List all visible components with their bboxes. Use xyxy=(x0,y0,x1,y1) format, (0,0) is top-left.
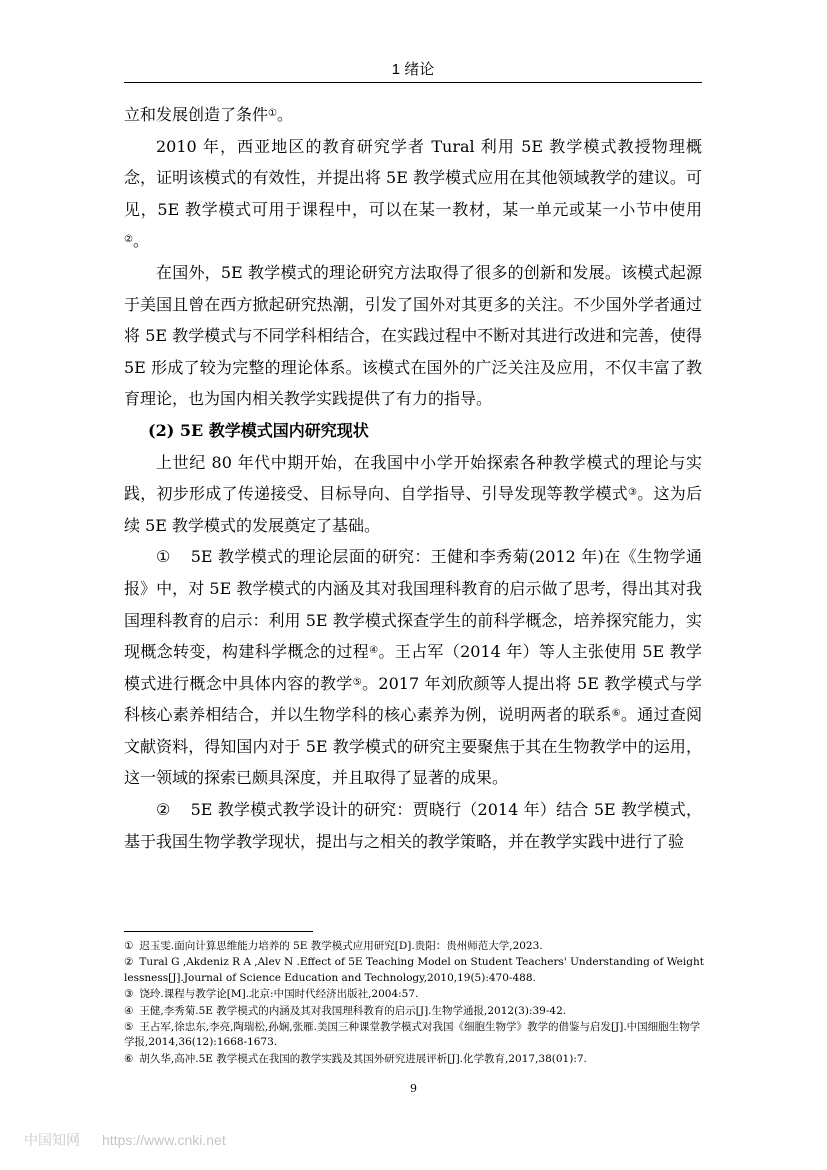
paragraph-text: 在国外，5E 教学模式的理论研究方法取得了很多的创新和发展。该模式起源于美国且曾在西方掀起研究热潮，引发了国外对其更多的关注。不少国外学者通过将 5E 教学模式与不同学科相结合，在实践过程中不断对其进行改进和完善，使得 5E 形成了较为完整的理论体系。该模式在国外的广泛关注及应用，不仅丰富了教育理论，也为国内相关教学实践提供了有力的指导。 xyxy=(124,262,702,409)
page-number: 9 xyxy=(410,1082,417,1095)
footnote-reference[interactable]: ① xyxy=(268,108,277,119)
paragraph-text-tail: 。这为后续 5E 教学模式的发展奠定了基础。 xyxy=(124,484,702,535)
footnote-marker: ⑥ xyxy=(124,1052,134,1065)
footnote-text: Tural G ,Akdeniz R A ,Alev N .Effect of 5E Teaching Model on Student Teachers' Understanding of Weightlessness[J].Journal of Science Education and Technology,2010,19(5):470-488. xyxy=(124,956,704,984)
paragraph-continuation xyxy=(124,99,702,131)
paragraph-text-tail: 。 xyxy=(132,231,149,251)
footnote-marker: ④ xyxy=(124,1004,134,1017)
footnote-text: 王健,李秀菊.5E 教学模式的内涵及其对我国理科教育的启示[J].生物学通报,2012(3):39-42. xyxy=(139,1004,567,1017)
cnki-watermark xyxy=(24,1131,226,1149)
footnote-item xyxy=(124,955,704,986)
footnote-marker: ② xyxy=(124,956,134,969)
footnote-item xyxy=(124,939,704,954)
chapter-title: 1 绪论 xyxy=(391,61,435,78)
footnote-reference[interactable]: ③ xyxy=(627,487,638,499)
paragraph-tural-study xyxy=(124,131,702,257)
paragraph-design-research xyxy=(124,794,702,857)
paragraph-text-segment-1: 5E 教学模式的理论层面的研究：王健和李秀菊(2012 年)在《生物学通报》中，对 5E 教学模式的内涵及其对我国理科教育的启示做了思考，得出其对我国理科教育的启示：利用 5E 教学模式探查学生的前科学概念，培养探究能力，实现概念转变，构建科学概念的过程 xyxy=(124,547,702,662)
footnote-text: 胡久华,高冲.5E 教学模式在我国的教学实践及其国外研究进展评析[J].化学教育,2017,38(01):7. xyxy=(139,1052,587,1065)
footnote-separator xyxy=(124,931,313,932)
footnote-item xyxy=(124,1004,704,1019)
section-title: (2) 5E 教学模式国内研究现状 xyxy=(148,420,369,440)
page-header xyxy=(124,58,702,83)
footnote-item xyxy=(124,1020,704,1051)
paragraph-text-segment-4: 。通过查阅文献资料，得知国内对于 5E 教学模式的研究主要聚焦于其在生物教学中的运用，这一领域的探索已颇具深度，并且取得了显著的成果。 xyxy=(124,705,702,788)
footnote-marker: ③ xyxy=(124,988,134,1001)
paragraph-text: 立和发展创造了条件 xyxy=(124,105,269,124)
watermark-url: https://www.cnki.net xyxy=(102,1132,226,1148)
list-marker: ① xyxy=(156,547,171,567)
footnote-marker: ① xyxy=(124,940,134,952)
paragraph-domestic-background xyxy=(124,447,702,542)
footnotes xyxy=(124,939,704,1068)
footnote-text: 迟玉雯.面向计算思维能力培养的 5E 教学模式应用研究[D].贵阳：贵州师范大学,2023. xyxy=(139,940,543,952)
footnote-text: 王占军,徐忠东,李亮,陶瑞松,孙娴,张雁.美国三种课堂教学模式对我国《细胞生物学》教学的借鉴与启发[J].中国细胞生物学学报,2014,36(12):1668-1673. xyxy=(124,1021,701,1049)
list-marker: ② xyxy=(156,800,171,820)
paragraph-text: 5E 教学模式教学设计的研究：贾晓行（2014 年）结合 5E 教学模式，基于我国生物学教学现状，提出与之相关的教学策略，并在教学实践中进行了验 xyxy=(124,800,702,851)
paragraph-foreign-research xyxy=(124,257,702,415)
footnote-reference[interactable]: ⑤ xyxy=(352,676,363,688)
footnote-reference[interactable]: ④ xyxy=(369,645,379,657)
footnote-text: 饶玲.课程与教学论[M].北京:中国时代经济出版社,2004:57. xyxy=(139,988,419,1001)
footnote-marker: ⑤ xyxy=(124,1021,134,1034)
paragraph-text: 上世纪 80 年代中期开始，在我国中小学开始探索各种教学模式的理论与实践，初步形成了传递接受、目标导向、自学指导、引导发现等教学模式 xyxy=(124,452,702,504)
paragraph-text-segment-2: 。王占军（2014 年）等人主张使用 5E 教学模式进行概念中具体内容的教学 xyxy=(124,642,702,693)
paragraph-text-segment-3: 。2017 年刘欣颜等人提出将 5E 教学模式与学科核心素养相结合，并以生物学科的核心素养为例，说明两者的联系 xyxy=(124,673,702,725)
main-content xyxy=(124,99,702,857)
paragraph-theory-research xyxy=(124,541,702,794)
footnote-reference[interactable]: ⑥ xyxy=(611,708,621,720)
paragraph-text-tail: 。 xyxy=(276,105,293,124)
footnote-item xyxy=(124,987,704,1002)
watermark-brand: 中国知网 xyxy=(24,1132,80,1148)
paragraph-text: 2010 年，西亚地区的教育研究学者 Tural 利用 5E 教学模式教授物理概念，证明该模式的有效性，并提出将 5E 教学模式应用在其他领域教学的建议。可见，5E 教学模式可用于课程中，可以在某一教材，某一单元或某一小节中使用 xyxy=(124,136,702,219)
footnote-item xyxy=(124,1052,704,1067)
footnote-reference[interactable]: ② xyxy=(124,234,133,246)
